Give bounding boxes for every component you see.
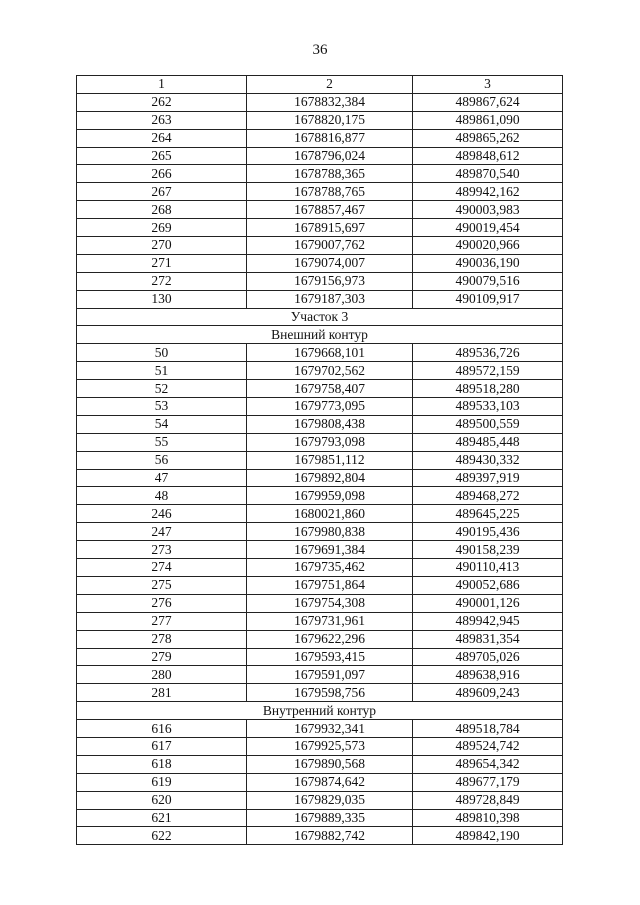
- section-title: Внешний контур: [77, 326, 563, 344]
- table-row: [77, 272, 563, 290]
- point-number-cell: 618: [77, 755, 247, 773]
- y-coordinate-cell: 489645,225: [413, 505, 563, 523]
- y-coordinate-cell: 490079,516: [413, 272, 563, 290]
- x-coordinate-cell: 1679773,095: [247, 398, 413, 416]
- point-number-cell: 262: [77, 93, 247, 111]
- y-coordinate-cell: 489861,090: [413, 111, 563, 129]
- table-row: [77, 398, 563, 416]
- y-coordinate-cell: 490158,239: [413, 541, 563, 559]
- x-coordinate-cell: 1678796,024: [247, 147, 413, 165]
- y-coordinate-cell: 490020,966: [413, 237, 563, 255]
- x-coordinate-cell: 1679754,308: [247, 594, 413, 612]
- y-coordinate-cell: 489397,919: [413, 469, 563, 487]
- y-coordinate-cell: 490019,454: [413, 219, 563, 237]
- x-coordinate-cell: 1679622,296: [247, 630, 413, 648]
- point-number-cell: 130: [77, 290, 247, 308]
- point-number-cell: 268: [77, 201, 247, 219]
- y-coordinate-cell: 489867,624: [413, 93, 563, 111]
- table-row: [77, 720, 563, 738]
- y-coordinate-cell: 489518,280: [413, 380, 563, 398]
- table-row: [77, 469, 563, 487]
- header-cell-point: 1: [77, 76, 247, 94]
- x-coordinate-cell: 1679007,762: [247, 237, 413, 255]
- x-coordinate-cell: 1679187,303: [247, 290, 413, 308]
- point-number-cell: 48: [77, 487, 247, 505]
- section-row: [77, 308, 563, 326]
- point-number-cell: 621: [77, 809, 247, 827]
- table-row: [77, 290, 563, 308]
- table-row: [77, 594, 563, 612]
- y-coordinate-cell: 489848,612: [413, 147, 563, 165]
- x-coordinate-cell: 1678788,365: [247, 165, 413, 183]
- point-number-cell: 269: [77, 219, 247, 237]
- x-coordinate-cell: 1679668,101: [247, 344, 413, 362]
- table-row: [77, 576, 563, 594]
- table-row: [77, 487, 563, 505]
- x-coordinate-cell: 1679593,415: [247, 648, 413, 666]
- x-coordinate-cell: 1680021,860: [247, 505, 413, 523]
- section-title: Внутренний контур: [77, 702, 563, 720]
- x-coordinate-cell: 1679731,961: [247, 612, 413, 630]
- table-row: [77, 219, 563, 237]
- header-cell-y: 3: [413, 76, 563, 94]
- point-number-cell: 247: [77, 523, 247, 541]
- coordinates-table-body: [77, 76, 563, 845]
- y-coordinate-cell: 490001,126: [413, 594, 563, 612]
- x-coordinate-cell: 1679980,838: [247, 523, 413, 541]
- table-row: [77, 380, 563, 398]
- x-coordinate-cell: 1679925,573: [247, 737, 413, 755]
- table-row: [77, 523, 563, 541]
- point-number-cell: 53: [77, 398, 247, 416]
- table-row: [77, 129, 563, 147]
- x-coordinate-cell: 1679751,864: [247, 576, 413, 594]
- header-cell-x: 2: [247, 76, 413, 94]
- table-row: [77, 666, 563, 684]
- table-row: [77, 237, 563, 255]
- coordinates-table: [76, 75, 563, 845]
- table-row: [77, 541, 563, 559]
- y-coordinate-cell: 489533,103: [413, 398, 563, 416]
- y-coordinate-cell: 489942,945: [413, 612, 563, 630]
- x-coordinate-cell: 1678816,877: [247, 129, 413, 147]
- x-coordinate-cell: 1679074,007: [247, 254, 413, 272]
- x-coordinate-cell: 1679882,742: [247, 827, 413, 845]
- y-coordinate-cell: 489609,243: [413, 684, 563, 702]
- y-coordinate-cell: 489870,540: [413, 165, 563, 183]
- point-number-cell: 617: [77, 737, 247, 755]
- point-number-cell: 55: [77, 433, 247, 451]
- table-header-row: [77, 76, 563, 94]
- y-coordinate-cell: 490110,413: [413, 559, 563, 577]
- x-coordinate-cell: 1679851,112: [247, 451, 413, 469]
- point-number-cell: 51: [77, 362, 247, 380]
- x-coordinate-cell: 1679156,973: [247, 272, 413, 290]
- x-coordinate-cell: 1679591,097: [247, 666, 413, 684]
- point-number-cell: 47: [77, 469, 247, 487]
- table-row: [77, 415, 563, 433]
- point-number-cell: 279: [77, 648, 247, 666]
- table-row: [77, 165, 563, 183]
- table-row: [77, 183, 563, 201]
- x-coordinate-cell: 1678788,765: [247, 183, 413, 201]
- table-row: [77, 451, 563, 469]
- point-number-cell: 264: [77, 129, 247, 147]
- point-number-cell: 616: [77, 720, 247, 738]
- point-number-cell: 277: [77, 612, 247, 630]
- x-coordinate-cell: 1679874,642: [247, 773, 413, 791]
- point-number-cell: 246: [77, 505, 247, 523]
- table-row: [77, 648, 563, 666]
- y-coordinate-cell: 490052,686: [413, 576, 563, 594]
- x-coordinate-cell: 1678820,175: [247, 111, 413, 129]
- y-coordinate-cell: 489572,159: [413, 362, 563, 380]
- x-coordinate-cell: 1678915,697: [247, 219, 413, 237]
- table-row: [77, 344, 563, 362]
- point-number-cell: 278: [77, 630, 247, 648]
- table-row: [77, 93, 563, 111]
- y-coordinate-cell: 489705,026: [413, 648, 563, 666]
- section-row: [77, 326, 563, 344]
- point-number-cell: 619: [77, 773, 247, 791]
- y-coordinate-cell: 489518,784: [413, 720, 563, 738]
- point-number-cell: 272: [77, 272, 247, 290]
- table-row: [77, 684, 563, 702]
- x-coordinate-cell: 1679702,562: [247, 362, 413, 380]
- y-coordinate-cell: 489536,726: [413, 344, 563, 362]
- x-coordinate-cell: 1678832,384: [247, 93, 413, 111]
- point-number-cell: 52: [77, 380, 247, 398]
- x-coordinate-cell: 1679959,098: [247, 487, 413, 505]
- y-coordinate-cell: 489500,559: [413, 415, 563, 433]
- table-row: [77, 147, 563, 165]
- x-coordinate-cell: 1679758,407: [247, 380, 413, 398]
- y-coordinate-cell: 489865,262: [413, 129, 563, 147]
- y-coordinate-cell: 490195,436: [413, 523, 563, 541]
- x-coordinate-cell: 1679892,804: [247, 469, 413, 487]
- point-number-cell: 271: [77, 254, 247, 272]
- table-row: [77, 612, 563, 630]
- table-row: [77, 505, 563, 523]
- y-coordinate-cell: 489430,332: [413, 451, 563, 469]
- table-row: [77, 755, 563, 773]
- page-number: 36: [312, 42, 328, 58]
- point-number-cell: 273: [77, 541, 247, 559]
- y-coordinate-cell: 489831,354: [413, 630, 563, 648]
- y-coordinate-cell: 489485,448: [413, 433, 563, 451]
- table-row: [77, 630, 563, 648]
- x-coordinate-cell: 1679793,098: [247, 433, 413, 451]
- table-row: [77, 737, 563, 755]
- table-row: [77, 433, 563, 451]
- y-coordinate-cell: 490036,190: [413, 254, 563, 272]
- y-coordinate-cell: 489524,742: [413, 737, 563, 755]
- point-number-cell: 54: [77, 415, 247, 433]
- x-coordinate-cell: 1678857,467: [247, 201, 413, 219]
- section-row: [77, 702, 563, 720]
- point-number-cell: 267: [77, 183, 247, 201]
- x-coordinate-cell: 1679691,384: [247, 541, 413, 559]
- point-number-cell: 56: [77, 451, 247, 469]
- point-number-cell: 263: [77, 111, 247, 129]
- point-number-cell: 265: [77, 147, 247, 165]
- y-coordinate-cell: 490003,983: [413, 201, 563, 219]
- table-row: [77, 827, 563, 845]
- x-coordinate-cell: 1679889,335: [247, 809, 413, 827]
- table-row: [77, 809, 563, 827]
- point-number-cell: 276: [77, 594, 247, 612]
- table-row: [77, 111, 563, 129]
- x-coordinate-cell: 1679932,341: [247, 720, 413, 738]
- table-row: [77, 362, 563, 380]
- y-coordinate-cell: 489942,162: [413, 183, 563, 201]
- point-number-cell: 275: [77, 576, 247, 594]
- x-coordinate-cell: 1679808,438: [247, 415, 413, 433]
- x-coordinate-cell: 1679735,462: [247, 559, 413, 577]
- point-number-cell: 622: [77, 827, 247, 845]
- table-row: [77, 254, 563, 272]
- point-number-cell: 620: [77, 791, 247, 809]
- point-number-cell: 266: [77, 165, 247, 183]
- point-number-cell: 270: [77, 237, 247, 255]
- point-number-cell: 274: [77, 559, 247, 577]
- x-coordinate-cell: 1679598,756: [247, 684, 413, 702]
- point-number-cell: 281: [77, 684, 247, 702]
- y-coordinate-cell: 489728,849: [413, 791, 563, 809]
- x-coordinate-cell: 1679829,035: [247, 791, 413, 809]
- table-row: [77, 791, 563, 809]
- point-number-cell: 50: [77, 344, 247, 362]
- y-coordinate-cell: 489677,179: [413, 773, 563, 791]
- y-coordinate-cell: 490109,917: [413, 290, 563, 308]
- table-row: [77, 201, 563, 219]
- table-row: [77, 773, 563, 791]
- y-coordinate-cell: 489810,398: [413, 809, 563, 827]
- table-row: [77, 559, 563, 577]
- x-coordinate-cell: 1679890,568: [247, 755, 413, 773]
- y-coordinate-cell: 489654,342: [413, 755, 563, 773]
- y-coordinate-cell: 489842,190: [413, 827, 563, 845]
- y-coordinate-cell: 489468,272: [413, 487, 563, 505]
- section-title: Участок 3: [77, 308, 563, 326]
- y-coordinate-cell: 489638,916: [413, 666, 563, 684]
- point-number-cell: 280: [77, 666, 247, 684]
